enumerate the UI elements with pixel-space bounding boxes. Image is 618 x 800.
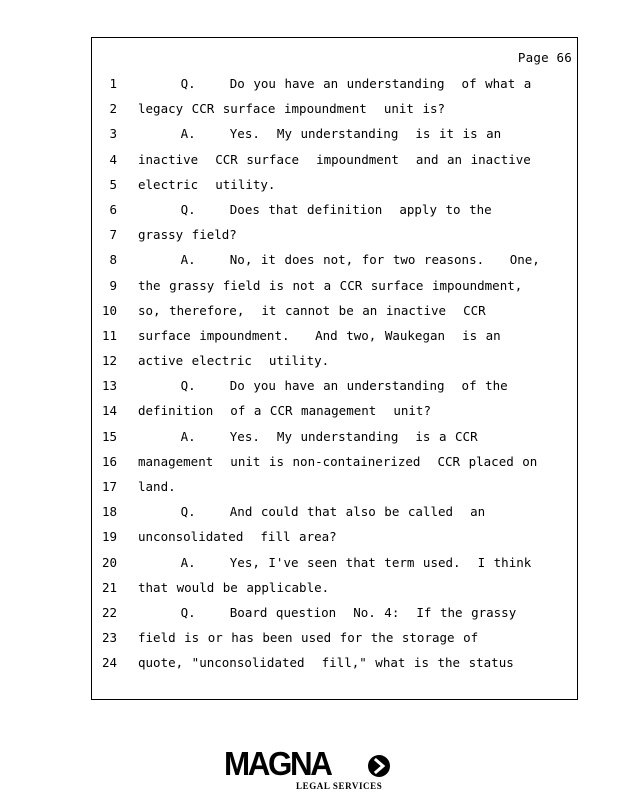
- line-number: 23: [101, 630, 117, 646]
- line-number: 21: [101, 579, 117, 595]
- line-text: so, therefore, it cannot be an inactive CCR: [138, 302, 486, 318]
- transcript-line: [92, 600, 577, 625]
- line-number: 19: [101, 529, 117, 545]
- transcript-line: [92, 550, 577, 575]
- line-number: 1: [109, 76, 117, 91]
- line-text: grassy field?: [138, 227, 237, 243]
- transcript-line: [92, 273, 577, 298]
- line-text: Q. Board question No. 4: If the grassy: [138, 604, 517, 620]
- line-number: 12: [101, 353, 117, 369]
- line-number: 10: [101, 302, 117, 318]
- line-number: 14: [101, 403, 117, 419]
- transcript-line: [92, 398, 577, 423]
- transcript-line: [92, 625, 577, 650]
- line-text: Q. Do you have an understanding of the: [138, 378, 508, 394]
- transcript-line: [92, 424, 577, 449]
- line-number: 11: [101, 327, 117, 343]
- transcript-line: [92, 222, 577, 247]
- transcript-line: [92, 96, 577, 121]
- line-number: 24: [101, 655, 117, 671]
- transcript-line: [92, 323, 577, 348]
- line-number: 7: [109, 227, 117, 243]
- line-text: surface impoundment. And two, Waukegan is an: [138, 327, 501, 343]
- transcript-line: [92, 71, 577, 96]
- line-text: the grassy field is not a CCR surface impoundment,: [138, 277, 523, 293]
- line-number: 16: [101, 453, 117, 469]
- transcript-line: [92, 298, 577, 323]
- transcript-line: [92, 524, 577, 549]
- transcript-line: [92, 650, 577, 675]
- line-text: active electric utility.: [138, 353, 330, 369]
- chevron-right-circle-icon: [368, 755, 390, 777]
- line-number: 6: [109, 201, 117, 217]
- transcript-line: [92, 348, 577, 373]
- line-number: 13: [101, 378, 117, 394]
- line-text: electric utility.: [138, 176, 276, 192]
- line-text: inactive CCR surface impoundment and an inactive: [138, 151, 531, 167]
- line-number: 18: [101, 504, 117, 520]
- line-text: A. No, it does not, for two reasons. One,: [138, 252, 540, 268]
- transcript-line: [92, 575, 577, 600]
- line-text: definition of a CCR management unit?: [138, 403, 431, 419]
- transcript-line: [92, 373, 577, 398]
- line-text: unconsolidated fill area?: [138, 529, 337, 545]
- line-number: 17: [101, 479, 117, 494]
- line-number: 20: [101, 554, 117, 570]
- logo-subtitle: LEGAL SERVICES: [296, 781, 383, 791]
- page-number: Page 66: [517, 50, 572, 65]
- line-number: 9: [109, 277, 117, 293]
- line-number: 3: [109, 126, 117, 142]
- line-text: A. Yes. My understanding is a CCR: [138, 428, 478, 444]
- line-text: management unit is non-containerized CCR placed on: [138, 453, 538, 469]
- line-text: legacy CCR surface impoundment unit is?: [138, 101, 446, 117]
- line-number: 2: [109, 101, 117, 117]
- line-number: 22: [101, 604, 117, 620]
- transcript-line: [92, 449, 577, 474]
- transcript-line: [92, 121, 577, 146]
- line-text: Q. Do you have an understanding of what a: [138, 76, 532, 91]
- line-number: 15: [101, 428, 117, 444]
- transcript-line: [92, 247, 577, 272]
- transcript-line: [92, 474, 577, 499]
- transcript-line: [92, 499, 577, 524]
- logo-wordmark: MAGNA: [224, 745, 331, 782]
- line-text: quote, "unconsolidated fill," what is the status: [138, 655, 514, 671]
- transcript-line: [92, 147, 577, 172]
- line-number: 8: [109, 252, 117, 268]
- line-text: A. Yes, I've seen that term used. I think: [138, 554, 532, 570]
- transcript-line: [92, 172, 577, 197]
- transcript-lines: [92, 71, 577, 676]
- line-number: 5: [109, 176, 117, 192]
- line-text: field is or has been used for the storage of: [138, 630, 479, 646]
- line-text: land.: [138, 479, 176, 494]
- line-text: A. Yes. My understanding is it is an: [138, 126, 502, 142]
- line-text: Q. Does that definition apply to the: [138, 201, 492, 217]
- line-text: that would be applicable.: [138, 579, 330, 595]
- line-number: 4: [109, 151, 117, 167]
- line-text: Q. And could that also be called an: [138, 504, 486, 520]
- magna-logo: [224, 746, 396, 792]
- transcript-line: [92, 197, 577, 222]
- transcript-page: [91, 37, 578, 700]
